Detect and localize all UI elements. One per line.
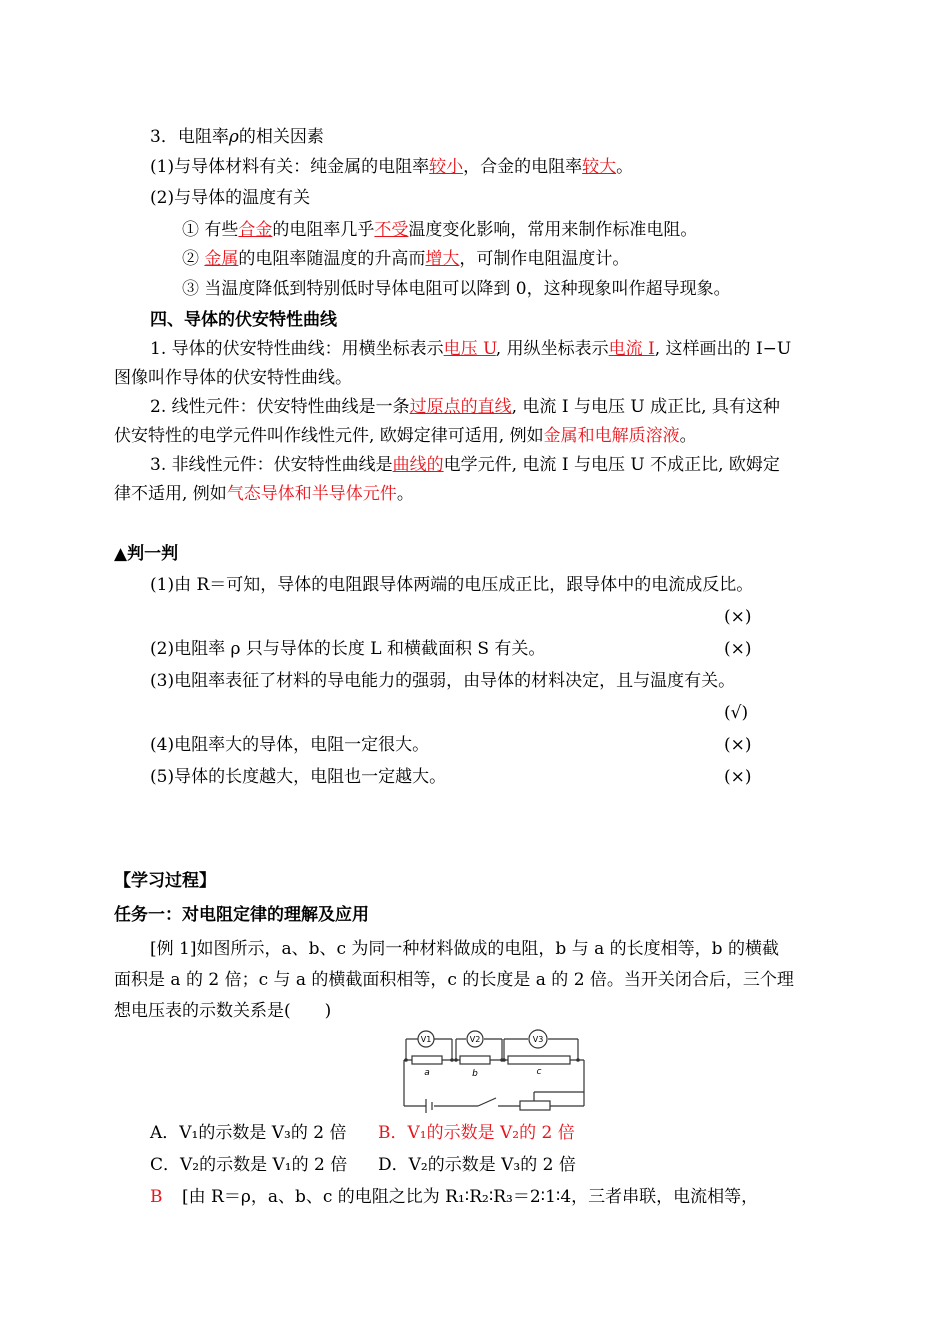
iv-curve-heading: 四、导体的伏安特性曲线 [150, 310, 337, 330]
v2-label: V2 [469, 1035, 481, 1044]
judge-a5: (×) [724, 767, 752, 787]
iv-def-line1: 1. 导体的伏安特性曲线：用横坐标表示电压 U, 用纵坐标表示电流 I, 这样画出的 I−U [150, 339, 792, 359]
judge-a3: (√) [724, 703, 749, 723]
superconductivity-item: ③ 当温度降低到特别低时导体电阻可以降到 0，这种现象叫作超导现象。 [182, 279, 731, 299]
linear-element-line2: 伏安特性的电学元件叫作线性元件, 欧姆定律可适用, 例如金属和电解质溶液。 [114, 426, 697, 446]
option-b: B．V₁的示数是 V₂的 2 倍 [378, 1123, 575, 1143]
option-c: C．V₂的示数是 V₁的 2 倍 [150, 1155, 348, 1175]
judge-a2: (×) [724, 639, 752, 659]
v1-label: V1 [420, 1035, 432, 1044]
judge-a4: (×) [724, 735, 752, 755]
resistor-b-label: b [472, 1069, 478, 1079]
nonlinear-element-line2: 律不适用, 例如气态导体和半导体元件。 [114, 484, 414, 504]
iv-def-line2: 图像叫作导体的伏安特性曲线。 [114, 368, 352, 388]
linear-element-line1: 2. 线性元件：伏安特性曲线是一条过原点的直线, 电流 I 与电压 U 成正比, 具有这种 [150, 397, 780, 417]
study-heading: 【学习过程】 [114, 871, 216, 891]
option-d: D．V₂的示数是 V₃的 2 倍 [378, 1155, 576, 1175]
metal-item: ② 金属的电阻率随温度的升高而增大，可制作电阻温度计。 [182, 249, 630, 269]
switch-blade [478, 1098, 496, 1106]
example-line1: [例 1]如图所示，a、b、c 为同一种材料做成的电阻，b 与 a 的长度相等，b 的横截 [150, 939, 779, 959]
rheostat [520, 1101, 550, 1110]
task-heading: 任务一：对电阻定律的理解及应用 [114, 905, 369, 925]
example-line2: 面积是 a 的 2 倍；c 与 a 的横截面积相等，c 的长度是 a 的 2 倍。当开关闭合后，三个理 [114, 970, 794, 990]
judge-q3: (3)电阻率表征了材料的导电能力的强弱，由导体的材料决定，且与温度有关。 [150, 671, 736, 691]
v3-label: V3 [532, 1035, 544, 1044]
material-factor-line: (1)与导体材料有关：纯金属的电阻率较小，合金的电阻率较大。 [150, 157, 634, 177]
resistor-c-label: c [536, 1067, 542, 1077]
resistor-a-label: a [424, 1068, 430, 1078]
resistor-c [508, 1056, 570, 1064]
answer-explanation: [由 R＝ρ，a、b、c 的电阻之比为 R₁∶R₂∶R₃＝2∶1∶4，三者串联，电流相等， [182, 1187, 759, 1207]
temperature-factor-line: (2)与导体的温度有关 [150, 188, 311, 208]
circuit-diagram [398, 1026, 598, 1114]
option-a: A．V₁的示数是 V₃的 2 倍 [150, 1123, 347, 1143]
judge-q2: (2)电阻率 ρ 只与导体的长度 L 和横截面积 S 有关。 [150, 639, 546, 659]
judge-a1: (×) [724, 607, 752, 627]
nonlinear-element-line1: 3. 非线性元件：伏安特性曲线是曲线的电学元件, 电流 I 与电压 U 不成正比, 欧姆定 [150, 455, 780, 475]
judge-q4: (4)电阻率大的导体，电阻一定很大。 [150, 735, 430, 755]
resistivity-factors-title: 3．电阻率ρ的相关因素 [150, 127, 324, 147]
alloy-item: ① 有些合金的电阻率几乎不受温度变化影响，常用来制作标准电阻。 [182, 220, 698, 240]
judge-heading: ▲判一判 [114, 544, 179, 564]
answer-letter: B [150, 1187, 163, 1207]
resistor-b [460, 1056, 490, 1064]
judge-q5: (5)导体的长度越大，电阻也一定越大。 [150, 767, 447, 787]
resistor-a [412, 1056, 442, 1064]
example-line3: 想电压表的示数关系是( ) [114, 1001, 332, 1021]
judge-q1: (1)由 R＝可知，导体的电阻跟导体两端的电压成正比，跟导体中的电流成反比。 [150, 575, 754, 595]
